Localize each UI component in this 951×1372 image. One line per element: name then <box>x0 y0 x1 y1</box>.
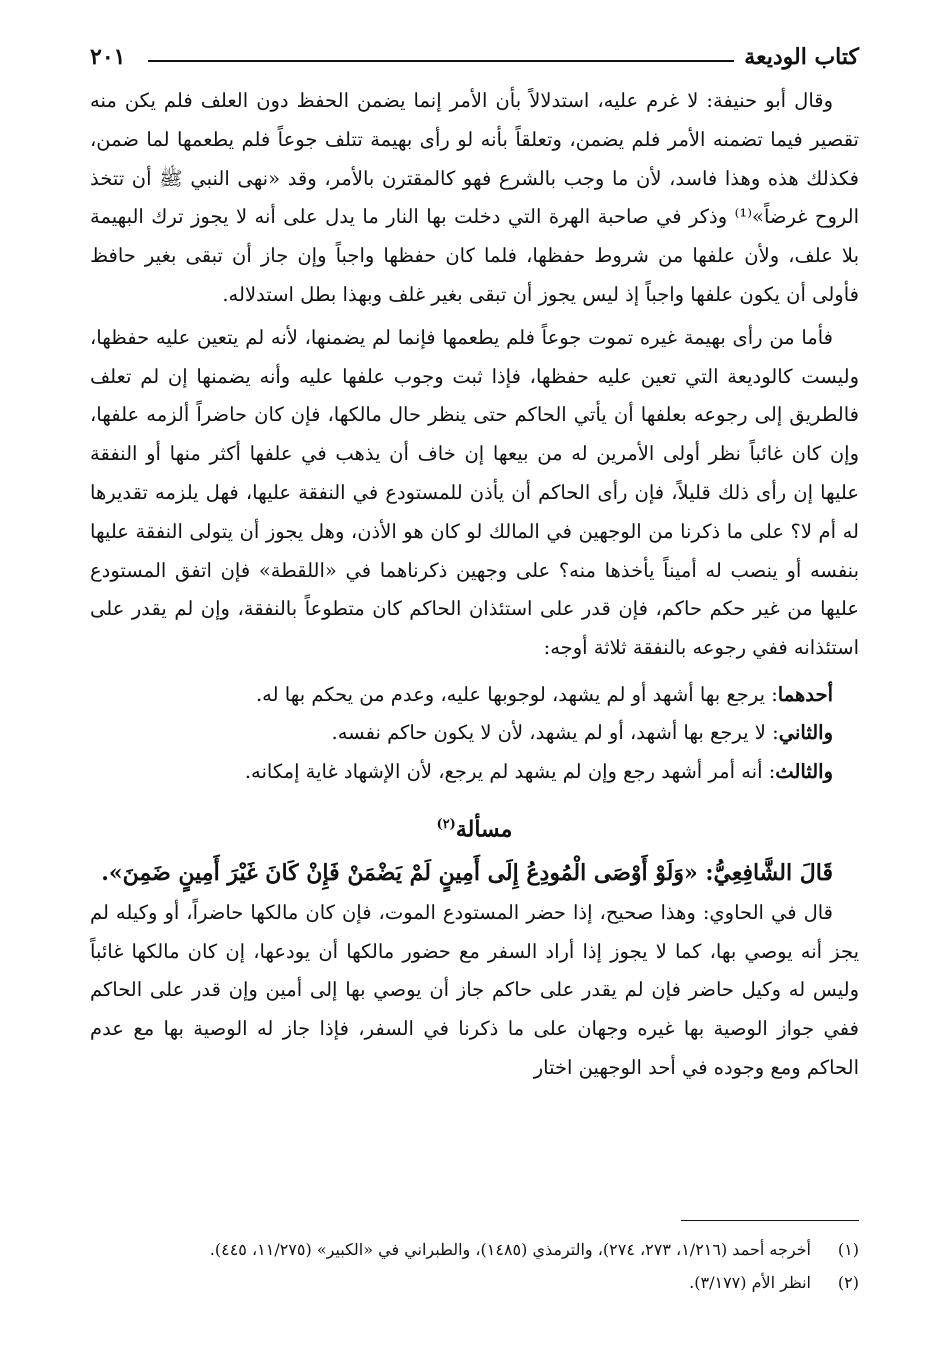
running-title: كتاب الوديعة <box>744 44 859 70</box>
footnote-ref: (٢) <box>436 817 456 833</box>
list-item <box>90 714 859 753</box>
section-title: مسألة <box>455 816 513 843</box>
section-heading <box>90 805 859 849</box>
footnote <box>90 1233 859 1266</box>
footnote-number: (١) <box>837 1240 859 1259</box>
option-label: والثالث <box>775 759 833 783</box>
option-label: والثاني <box>778 721 833 745</box>
footnote-rule <box>681 1220 859 1221</box>
shafii-quote: قَالَ الشَّافِعِيُّ: «وَلَوْ أَوْصَى الْمُودِعُ إِلَى أَمِينٍ لَمْ يَضْمَنْ فَإِنْ كَانَ غَيْرَ أَمِينٍ ضَمِنَ». <box>101 859 833 886</box>
footnote-text: أخرجه أحمد (١/٢١٦، ٢٧٣، ٢٧٤)، والترمذي (١٤٨٥)، والطبراني في «الكبير» (١١/٢٧٥، ٤٤٥). <box>209 1240 811 1259</box>
option-text: : يرجع بها أشهد أو لم يشهد، لوجوبها عليه، وعدم من يحكم بها له. <box>255 682 778 706</box>
option-label: أحدهما <box>777 682 833 706</box>
list-item <box>90 676 859 715</box>
footnote <box>90 1266 859 1299</box>
option-text: : أنه أمر أشهد رجع وإن لم يشهد لم يرجع، لأن الإشهاد غاية إمكانه. <box>244 759 776 783</box>
list-item <box>90 753 859 792</box>
footnote-number: (٢) <box>837 1273 859 1292</box>
header-rule <box>148 60 734 62</box>
footnotes <box>90 1233 859 1299</box>
page-number: ٢٠١ <box>90 44 126 70</box>
page-header <box>90 38 859 74</box>
paragraph: فأما من رأى بهيمة غيره تموت جوعاً فلم يطعمها فإنما لم يضمنها، لأنه لم يتعين عليه حفظها، وليست كالوديعة التي تعين عليه حفظها، فإذا ثبت وجوب علفها عليه وأنه يضمنها إن لم تعلف فالطريق إلى رجوعه بعلفها أن يأتي الحاكم حتى ينظر حال مالكها، فإن كان حاضراً ألزمه علفها، وإن كان غائباً نظر أولى الأمرين له من بيعها إن خاف أن يذهب في علفها أكثر منها أو النفقة عليها إن رأى ذلك قليلاً، فإن رأى الحاكم أن يأذن للمستودع في النفقة عليها، فهل يلزمه تقديرها له أم لا؟ على ما ذكرنا من الوجهين في المالك لو كان هو الأذن، وهل يجوز أن يتولى النفقة عليها بنفسه أو ينصب له أميناً يأخذها منه؟ على وجهين ذكرناهما في «اللقطة» فإن اتفق المستودع عليها من غير حكم حاكم، فإن قدر على استئذان الحاكم كان متطوعاً بالنفقة، وإن لم يقدر على استئذانه ففي رجوعه بالنفقة ثلاثة أوجه: <box>90 325 859 660</box>
footnote-text: انظر الأم (٣/١٧٧). <box>689 1273 811 1292</box>
options-list <box>90 676 859 792</box>
paragraph: وقال أبو حنيفة: لا غرم عليه، استدلالاً بأن الأمر إنما يضمن الحفظ دون العلف فلم يكن منه تقصير فيما تضمنه الأمر فلم يضمن، وتعلقاً بأنه لو رأى بهيمة تتلف جوعاً فلم يطعمها لما ضمن، فكذلك هذه وهذا فاسد، لأن ما وجب بالشرع فهو كالمقترن بالأمر، وقد «نهى النبي ﷺ أن تتخذ الروح غرضاً»⁽¹⁾ وذكر في صاحبة الهرة التي دخلت بها النار ما يدل على أنه لا يجوز ترك البهيمة بلا علف، ولأن علفها من شروط حفظها، فلما كان حفظها واجباً وإن جاز أن تبقى بغير حافظ فأولى أن يكون علفها واجباً إذ ليس يجوز أن تبقى بغير غلف وبهذا بطل استدلاله. <box>90 89 859 306</box>
paragraph: قال في الحاوي: وهذا صحيح، إذا حضر المستودع الموت، فإن كان مالكها حاضراً، أو وكيله لم يجز أنه يوصي بها، كما لا يجوز إذا أراد السفر مع حضور مالكها أن يودعها، إن كان مالكها غائباً وليس له وكيل حاضر فإن لم يقدر على حاكم جاز أن يوصي بها إلى أمين وإن قدر على الحاكم ففي جواز الوصية بها غيره وجهان على ما ذكرنا في السفر، فإذا جاز له الوصية بها مع عدم الحاكم ومع وجوده في أحد الوجهين اختار <box>90 900 859 1079</box>
main-text <box>90 82 859 1088</box>
option-text: : لا يرجع بها أشهد، أو لم يشهد، لأن لا يكون حاكم نفسه. <box>331 721 779 745</box>
